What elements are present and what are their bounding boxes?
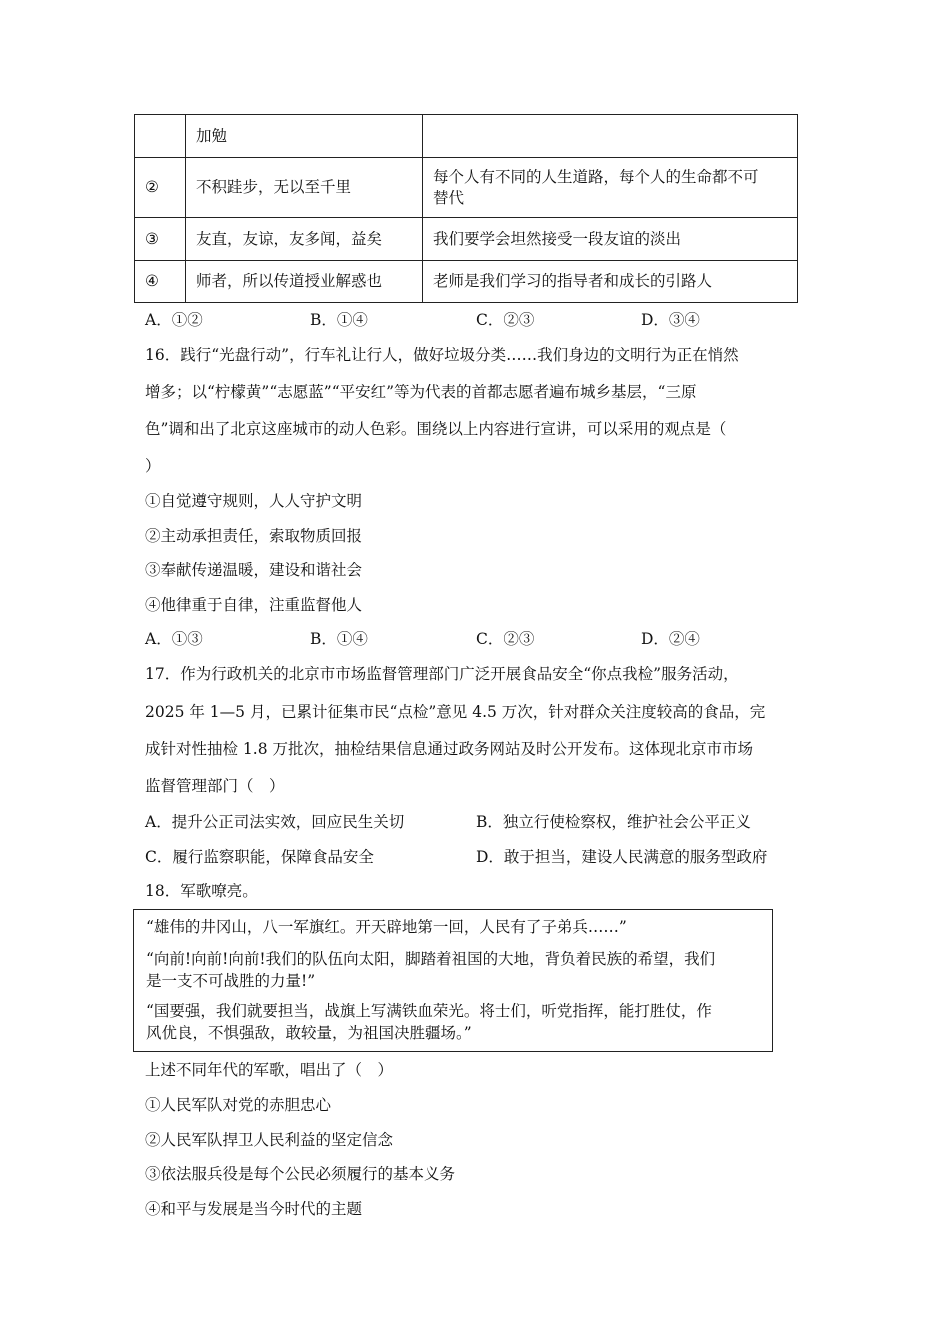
q18-statement: ③依法服兵役是每个公民必须履行的基本义务 bbox=[145, 1165, 456, 1183]
meaning-line: 替代 bbox=[433, 188, 465, 207]
q16-option-d: D．②④ bbox=[641, 630, 700, 648]
q16-option-a: A．①③ bbox=[145, 630, 203, 648]
table-cell-quote: 友直，友谅，友多闻，益矣 bbox=[186, 218, 423, 261]
comparison-table bbox=[134, 114, 798, 303]
q16-statement: ①自觉遵守规则，人人守护文明 bbox=[145, 492, 363, 510]
q17-stem-line: 成针对性抽检 1.8 万批次，抽检结果信息通过政务网站及时公开发布。这体现北京市市场 bbox=[145, 740, 754, 758]
q16-statement: ③奉献传递温暖，建设和谐社会 bbox=[145, 561, 363, 579]
q15-option-b: B．①④ bbox=[310, 311, 368, 329]
q17-option-b: B．独立行使检察权，维护社会公平正义 bbox=[476, 813, 751, 831]
table-cell-meaning bbox=[423, 115, 798, 158]
q18-statement: ①人民军队对党的赤胆忠心 bbox=[145, 1096, 332, 1114]
table-cell-num: ② bbox=[135, 158, 186, 218]
q17-stem-line: 2025 年 1—5 月，已累计征集市民“点检”意见 4.5 万次，针对群众关注度较高的食品，完 bbox=[145, 703, 766, 721]
lyric-line: “雄伟的井冈山，八一军旗红。开天辟地第一回，人民有了子弟兵……” bbox=[146, 918, 627, 936]
table-cell-num: ④ bbox=[135, 261, 186, 303]
table-row bbox=[135, 115, 798, 158]
table-row bbox=[135, 261, 798, 303]
table-cell-meaning bbox=[423, 158, 798, 218]
q17-option-c: C．履行监察职能，保障食品安全 bbox=[145, 848, 374, 866]
q15-option-d: D．③④ bbox=[641, 311, 700, 329]
q15-option-c: C．②③ bbox=[476, 311, 535, 329]
q16-stem-line: ） bbox=[145, 457, 161, 475]
q16-stem-line: 16．践行“光盘行动”，行车礼让行人，做好垃圾分类……我们身边的文明行为正在悄然 bbox=[145, 346, 739, 364]
lyric-line: 是一支不可战胜的力量!” bbox=[146, 972, 316, 990]
table-cell-num bbox=[135, 115, 186, 158]
q16-stem-line: 色”调和出了北京这座城市的动人色彩。围绕以上内容进行宣讲，可以采用的观点是（ bbox=[145, 420, 727, 438]
q18-statement: ②人民军队捍卫人民利益的坚定信念 bbox=[145, 1131, 394, 1149]
song-lyrics-box bbox=[133, 909, 773, 1052]
lyric-line: “国要强，我们就要担当，战旗上写满铁血荣光。将士们，听党指挥，能打胜仗，作 bbox=[146, 1002, 712, 1020]
table-cell-meaning: 老师是我们学习的指导者和成长的引路人 bbox=[423, 261, 798, 303]
q18-question: 上述不同年代的军歌，唱出了（ ） bbox=[145, 1061, 394, 1079]
table-cell-quote: 不积跬步，无以至千里 bbox=[186, 158, 423, 218]
q16-stem-line: 增多；以“柠檬黄”“志愿蓝”“平安红”等为代表的首都志愿者遍布城乡基层，“三原 bbox=[145, 383, 697, 401]
table-cell-quote: 加勉 bbox=[186, 115, 423, 158]
q17-stem-line: 监督管理部门（ ） bbox=[145, 777, 285, 795]
q17-option-a: A．提升公正司法实效，回应民生关切 bbox=[145, 813, 405, 831]
table-row bbox=[135, 218, 798, 261]
meaning-line: 每个人有不同的人生道路，每个人的生命都不可 bbox=[433, 167, 759, 186]
lyric-line: “向前!向前!向前!我们的队伍向太阳，脚踏着祖国的大地，背负着民族的希望，我们 bbox=[146, 950, 716, 968]
q16-statement: ②主动承担责任，索取物质回报 bbox=[145, 527, 363, 545]
q18-stem: 18．军歌嘹亮。 bbox=[145, 882, 258, 900]
q18-statement: ④和平与发展是当今时代的主题 bbox=[145, 1200, 363, 1218]
table-row bbox=[135, 158, 798, 218]
q16-statement: ④他律重于自律，注重监督他人 bbox=[145, 596, 363, 614]
q17-stem-line: 17．作为行政机关的北京市市场监督管理部门广泛开展食品安全“你点我检”服务活动， bbox=[145, 665, 739, 683]
q15-option-a: A．①② bbox=[145, 311, 203, 329]
q17-option-d: D．敢于担当，建设人民满意的服务型政府 bbox=[476, 848, 768, 866]
q16-option-b: B．①④ bbox=[310, 630, 368, 648]
table-cell-num: ③ bbox=[135, 218, 186, 261]
q16-option-c: C．②③ bbox=[476, 630, 535, 648]
table-cell-meaning: 我们要学会坦然接受一段友谊的淡出 bbox=[423, 218, 798, 261]
table-cell-quote: 师者，所以传道授业解惑也 bbox=[186, 261, 423, 303]
lyric-line: 风优良，不惧强敌，敢较量，为祖国决胜疆场。” bbox=[146, 1024, 472, 1042]
